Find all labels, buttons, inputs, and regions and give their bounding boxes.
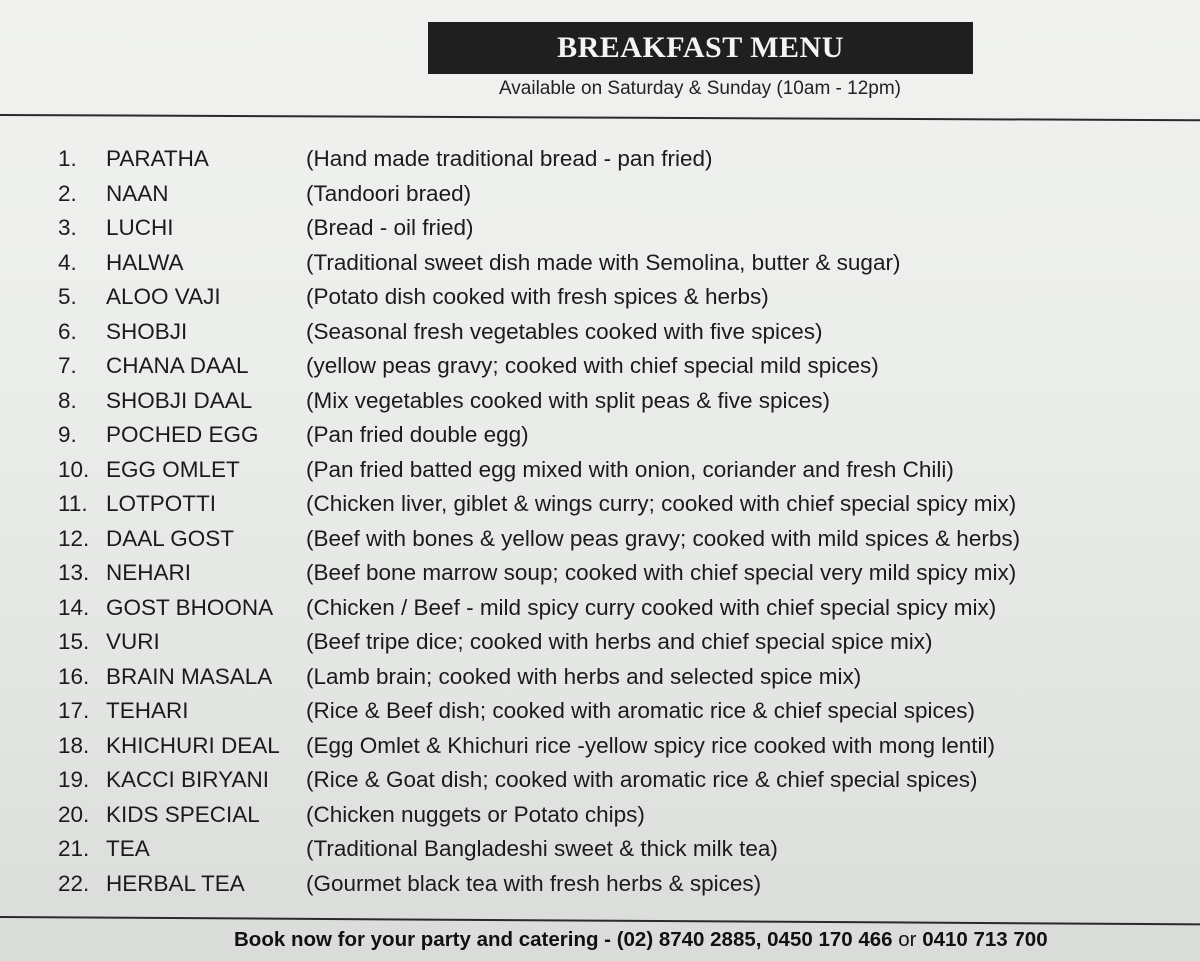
item-description: (Pan fried double egg) [306,422,529,447]
item-number: 1. [58,146,77,171]
item-number: 20. [58,801,90,827]
item-description: (Beef tripe dice; cooked with herbs and chief special spice mix) [306,629,933,654]
top-divider [0,114,1200,121]
item-number: 2. [58,180,77,206]
menu-item [58,627,1178,662]
item-description: (Chicken nuggets or Potato chips) [306,801,645,827]
footer-text: Book now for your party and catering - (02) 8740 2885, 0450 170 466 [234,928,893,951]
item-description: (Chicken liver, giblet & wings curry; cooked with chief special spicy mix) [306,491,1017,516]
item-description: (Hand made traditional bread - pan fried) [306,146,713,171]
item-description: (Tandoori braed) [306,180,472,206]
item-number: 21. [58,836,90,861]
item-description: (Gourmet black tea with fresh herbs & spices) [306,870,762,896]
menu-item [58,662,1178,697]
item-number: 12. [58,525,90,551]
menu-item [58,386,1178,421]
item-number: 17. [58,698,90,723]
item-number: 4. [58,249,77,275]
item-name: PARATHA [106,146,209,171]
item-name: LUCHI [106,215,174,240]
menu-item [58,179,1178,214]
item-description: (Egg Omlet & Khichuri rice -yellow spicy rice cooked with mong lentil) [306,732,995,758]
item-name: CHANA DAAL [106,353,249,378]
item-name: POCHED EGG [106,422,259,447]
menu-item [58,800,1178,835]
booking-footer [234,928,1048,952]
item-number: 8. [58,387,77,413]
item-description: (Lamb brain; cooked with herbs and selected spice mix) [306,663,862,689]
item-description: (Pan fried batted egg mixed with onion, coriander and fresh Chili) [306,456,954,482]
item-number: 15. [58,629,90,654]
menu-item [58,317,1178,352]
menu-list [58,144,1178,903]
item-name: TEHARI [106,698,189,723]
item-description: (Rice & Beef dish; cooked with aromatic rice & chief special spices) [306,698,976,723]
item-name: KACCI BIRYANI [106,767,269,792]
item-name: BRAIN MASALA [106,663,273,689]
item-description: (Beef with bones & yellow peas gravy; cooked with mild spices & herbs) [306,525,1021,551]
item-name: LOTPOTTI [106,491,217,516]
menu-item [58,144,1178,179]
item-name: DAAL GOST [106,525,234,551]
footer-or: or [898,928,917,951]
item-number: 18. [58,732,90,758]
menu-item [58,558,1178,593]
item-number: 10. [58,456,90,482]
item-number: 11. [58,491,88,516]
menu-item [58,593,1178,628]
item-name: SHOBJI DAAL [106,387,253,413]
item-description: (Traditional Bangladeshi sweet & thick milk tea) [306,836,778,861]
item-number: 6. [58,318,77,344]
menu-item [58,248,1178,283]
item-description: (Mix vegetables cooked with split peas & five spices) [306,387,830,413]
item-name: KHICHURI DEAL [106,732,280,758]
item-description: (Seasonal fresh vegetables cooked with five spices) [306,318,823,344]
item-description: (Chicken / Beef - mild spicy curry cooked with chief special spicy mix) [306,594,997,620]
footer-last-phone: 0410 713 700 [922,928,1048,951]
item-description: (yellow peas gravy; cooked with chief special mild spices) [306,353,879,378]
item-description: (Traditional sweet dish made with Semolina, butter & sugar) [306,249,901,275]
item-name: KIDS SPECIAL [106,801,260,827]
menu-title: BREAKFAST MENU [557,31,844,64]
menu-item [58,420,1178,455]
item-number: 5. [58,284,77,309]
item-name: TEA [106,836,150,861]
item-number: 3. [58,215,77,240]
item-number: 7. [58,353,77,378]
item-number: 16. [58,663,90,689]
item-number: 14. [58,594,90,620]
menu-item [58,524,1178,559]
menu-item [58,869,1178,904]
menu-item [58,834,1178,869]
item-name: GOST BHOONA [106,594,274,620]
title-banner [428,22,973,74]
item-description: (Rice & Goat dish; cooked with aromatic rice & chief special spices) [306,767,978,792]
item-number: 22. [58,870,90,896]
menu-item [58,489,1178,524]
menu-item [58,213,1178,248]
item-name: NEHARI [106,560,192,585]
item-number: 19. [58,767,90,792]
item-name: HERBAL TEA [106,870,245,896]
menu-item [58,351,1178,386]
item-name: HALWA [106,249,184,275]
item-name: EGG OMLET [106,456,240,482]
item-number: 13. [58,560,90,585]
item-description: (Beef bone marrow soup; cooked with chief special very mild spicy mix) [306,560,1017,585]
bottom-divider [0,916,1200,925]
item-description: (Potato dish cooked with fresh spices & herbs) [306,284,769,309]
item-name: SHOBJI [106,318,188,344]
availability-subtitle: Available on Saturday & Sunday (10am - 12pm) [498,78,902,99]
item-name: VURI [106,629,160,654]
menu-item [58,282,1178,317]
menu-item [58,696,1178,731]
item-number: 9. [58,422,77,447]
menu-item [58,731,1178,766]
menu-item [58,765,1178,800]
item-name: ALOO VAJI [106,284,221,309]
item-name: NAAN [106,180,169,206]
menu-item [58,455,1178,490]
item-description: (Bread - oil fried) [306,215,474,240]
